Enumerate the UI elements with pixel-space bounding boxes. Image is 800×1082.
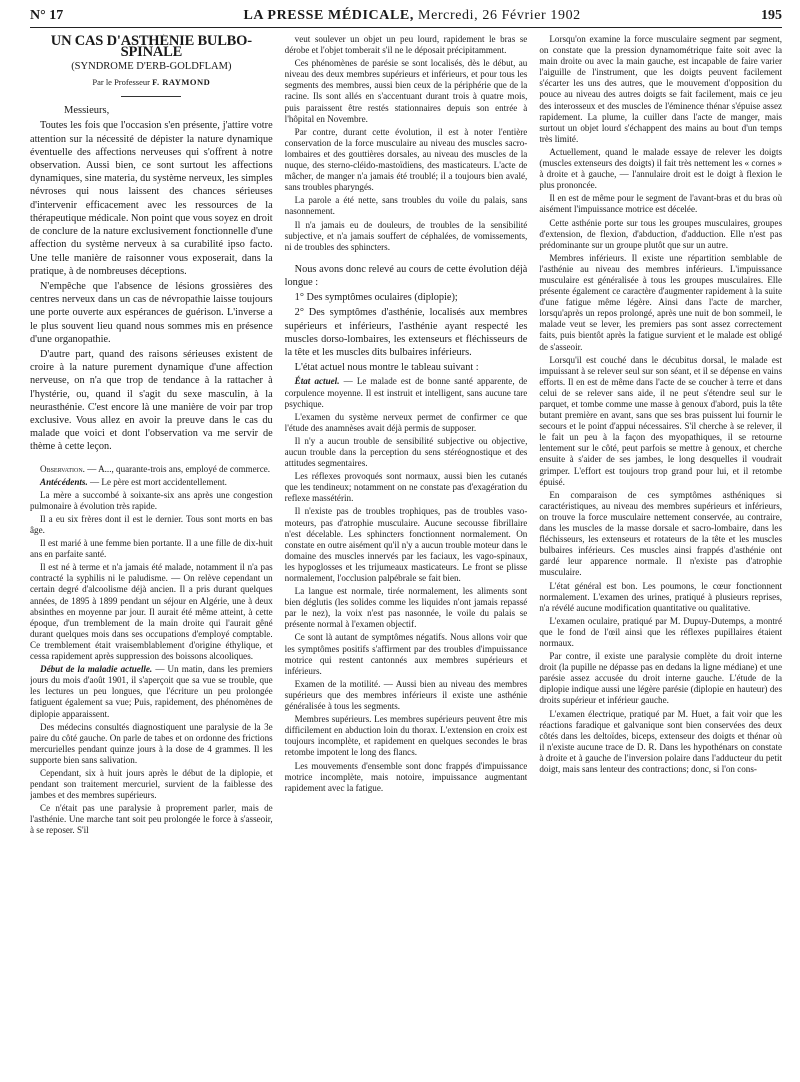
- paragraph: D'autre part, quand des raisons sérieuses existent de croire à la nature purement dynamique d'une affection nerveuse, on n'a que trop de tendance à la rattacher à l'hystérie, ou, quand il s'agit du sexe masculin, à la neurasthénie. C'est encore là une manière de voir par trop exclusive. Vous allez en avoir la preuve dans le cas du malade que voici et dont l'observation va me servir de thème à cette leçon.: [30, 348, 273, 453]
- author-name: F. RAYMOND: [152, 77, 211, 88]
- salutation: Messieurs,: [64, 105, 110, 117]
- etat-paragraph: [285, 376, 528, 409]
- paragraph: Ces phénomènes de parésie se sont localisés, dès le début, au niveau des deux membres supérieurs et inférieurs, et pour tous les segments des membres, aussi bien ceux de la périphérie que de la racine. Ils sont allés en s'accentuant durant trois à quatre mois, puis paraissent être restés stationnaires depuis son entrée à l'hôpital en Novembre.: [284, 58, 528, 124]
- paragraph: Membres inférieurs. Il existe une répartition semblable de l'asthénie au niveau des membres inférieurs. L'impuissance musculaire est généralisée à tous les groupes musculaires. Elle présente également ce caractère d'augmenter rapidement à la suite d'une fatigue même légère. Ainsi dans l'acte de marcher, lorsqu'après un repos prolongé, après une nuit de bon sommeil, le malade veut se lever, les premiers pas sont assez correctement faits, puis bientôt après la fatigue survient et le malade est obligé de s'asseoir.: [539, 252, 783, 352]
- paragraph: 2° Des symptômes d'asthénie, localisés aux membres supérieurs et inférieurs, l'asthénie ayant respecté les muscles dorso-lombaires, les extenseurs et fléchisseurs de la tête et les muscles dits bulbaires inférieurs.: [284, 307, 528, 358]
- paragraph: La mère a succombé à soixante-six ans après une congestion pulmonaire à évolution très rapide.: [30, 489, 273, 511]
- observation-paragraph: [30, 464, 273, 475]
- paragraph: La langue est normale, tirée normalement, les aliments sont bien déglutis (les solides comme les liquides n'ont jamais repassé par le nez), la voix n'est pas nasonnée, le voile du palais se présente normal à l'examen objectif.: [284, 586, 528, 630]
- paragraph: Examen de la motilité. — Aussi bien au niveau des membres supérieurs que des membres inférieurs il existe une asthénie généralisée à tous les segments.: [284, 678, 528, 712]
- paragraph: veut soulever un objet un peu lourd, rapidement le bras se dérobe et l'objet tomberait s'il ne le déposait précipitamment.: [284, 34, 528, 56]
- paragraph: Cette asthénie porte sur tous les groupes musculaires, groupes d'extension, de flexion, d'abduction, d'adduction. Elle n'est pas prédominante sur un groupe plutôt que sur un autre.: [539, 217, 783, 250]
- etat-text: — Le malade est de bonne santé apparente, de corpulence moyenne. Il est instruit et intelligent, sans aucune tare psychique.: [284, 376, 528, 409]
- paragraph: Lorsqu'il est couché dans le décubitus dorsal, le malade est impuissant à se relever seul sur son séant, et il se dépense en vains efforts. Il en est de même dans l'acte de se coucher à terre et dans celui de se relever sans aide, il ne peut s'étendre seul sur le parquet, et tombe comme une masse à genoux d'abord, puis la tête butant première en avant, sans que ses bras puissent lui fournir le secours et le point d'appui nécessaires. S'il cherche à se relever, il le fait un peu à la façon des myopathiques, il se retourne lentement sur le côté, peut parfois se mettre à genoux, et cherche ensuite à s'aider de ses jambes, le long desquelles il voudrait grimper. L'effort est toujours trop grand pour lui, et il retombe épuisé.: [539, 354, 783, 487]
- paragraph: Il n'a jamais eu de douleurs, de troubles de la sensibilité subjective, et n'a jamais souffert de céphalées, de vomissements, ni de troubles des sphincters.: [284, 219, 528, 252]
- paragraph: Lorsqu'on examine la force musculaire segment par segment, on constate que la pression dynamométrique faite soit avec la main droite ou avec la main gauche, est incapable de faire varier l'aiguille de l'instrument, que les doigts peuvent facilement s'écarter les uns des autres, que le mouvement d'opposition du pouce au niveau des autres doigts se fait facilement, mais ce jeu des interosseux et des muscles de l'éminence thénar s'épuise assez rapidement. La plume, la cuiller dans l'acte de manger, mais surtout un objet lourd s'échappent des mains au bout d'un temps très limité.: [539, 34, 783, 144]
- paragraph: Il n'y a aucun trouble de sensibilité subjective ou objective, aucun trouble dans la perception du sens stéréognostique et des attitudes segmentaires.: [284, 435, 528, 469]
- running-header: [30, 8, 782, 28]
- column-1: [30, 34, 273, 1064]
- paragraph: Par contre, durant cette évolution, il est à noter l'entière conservation de la force musculaire au niveau des muscles sacro-lombaires et des gouttières dorsales, au niveau des muscles de la nuque, des sterno-cléido-mastoïdiens, des masticateurs. L'acte de mâcher, de manger n'a jamais été troublé; il a toujours bien avalé, sans troubles pharyngés.: [284, 126, 528, 193]
- paragraph: Toutes les fois que l'occasion s'en présente, j'attire votre attention sur la nécessité de dépister la nature dynamique éventuelle des affections nerveuses qui s'offrent à notre observation. Aussi bien, ce sont surtout les affections dynamiques, sine materia, du système nerveux, les simples névroses qui nous laissent des chances sérieuses d'intervenir efficacement avec les ressources de la thérapeutique médicale. Non point que vous soyez en droit de conclure de la nature exclusivement fonctionnelle d'une affection du système nerveux à sa curabilité ipso facto. Une telle manière de raisonner vous exposerait, dans la pratique, à de nombreuses déceptions.: [30, 120, 273, 277]
- column-2: [285, 34, 528, 1064]
- author-prefix: Par le Professeur: [92, 77, 150, 88]
- paragraph: Nous avons donc relevé au cours de cette évolution déjà longue :: [284, 263, 528, 288]
- paragraph: 1° Des symptômes oculaires (diplopie);: [294, 292, 458, 304]
- paragraph: L'examen électrique, pratiqué par M. Huet, a fait voir que les réactions faradique et galvanique sont bien conservées des deux côtés dans les deltoïdes, biceps, extenseur des doigts et thénar où il n'existe aucune trace de D. R. Dans les hypothénars on constate à droite et à gauche de l'inversion polaire dans l'adducteur du petit doigt, mais sans lenteur des contractions; donc, si l'on cons-: [539, 708, 783, 774]
- paragraph: Il en est de même pour le segment de l'avant-bras et du bras où aisément l'impuissance motrice est décelée.: [539, 193, 783, 215]
- summary-block: [285, 263, 528, 375]
- paragraph: Ce sont là autant de symptômes négatifs. Nous allons voir que les symptômes positifs s'affirment par des troubles d'impuissance motrice qui restent cantonnés aux membres supérieurs et inférieurs.: [284, 632, 528, 676]
- antecedents-text: — Le père est mort accidentellement.: [90, 476, 227, 487]
- observation-text: — A..., quarante-trois ans, employé de commerce.: [87, 463, 271, 474]
- paragraph: Cependant, six à huit jours après le début de la diplopie, et pendant son traitement mercuriel, survient de la faiblesse des jambes et des membres supérieurs.: [30, 767, 273, 801]
- paragraph: Les mouvements d'ensemble sont donc frappés d'impuissance motrice incomplète, mais notoire, impuissance augmentant rapidement avec la fatigue.: [284, 760, 528, 793]
- paragraph: N'empêche que l'absence de lésions grossières des centres nerveux dans un cas de névropathie laisse toujours une porte ouverte aux espérances de guérison. L'inverse a le plus souvent lieu quand nous sommes mis en présence d'une organopathie.: [30, 280, 273, 345]
- article-title: UN CAS D'ASTHÉNIE BULBO-SPINALE: [50, 34, 252, 61]
- paragraph: Membres supérieurs. Les membres supérieurs peuvent être mis difficilement en abduction loin du thorax. L'extension en croix est toujours incomplète, et rapidement en quelques secondes le bras retombe impotent le long des flancs.: [284, 714, 528, 758]
- paragraph: L'examen oculaire, pratiqué par M. Dupuy-Dutemps, a montré que le fond de l'œil ainsi que les réflexes pupillaires étaient normaux.: [539, 615, 783, 648]
- paragraph: L'état général est bon. Les poumons, le cœur fonctionnent normalement. L'examen des urines, pratiqué à plusieurs reprises, n'a révélé aucune modification quantitative ou qualitative.: [539, 580, 783, 613]
- debut-label: Début de la maladie actuelle.: [40, 664, 153, 675]
- paragraph: Ce n'était pas une paralysie à proprement parler, mais de l'asthénie. Une marche tant soit peu prolongée le force à s'asseoir, à se reposer. S'il: [30, 803, 273, 836]
- title-rule: [121, 96, 181, 97]
- etat-label: État actuel.: [294, 376, 340, 387]
- antecedents-label: Antécédents.: [40, 476, 88, 487]
- page-number: 195: [761, 8, 782, 23]
- paragraph: L'examen du système nerveux permet de confirmer ce que l'étude des anamnèses avait déjà permis de supposer.: [284, 411, 528, 433]
- text-columns: [30, 34, 782, 1064]
- paragraph: Il a eu six frères dont il est le dernier. Tous sont morts en bas âge.: [30, 513, 273, 536]
- paragraph: Il est né à terme et n'a jamais été malade, notamment il n'a pas contracté la syphilis ni le paludisme. — On relève cependant un certain degré d'alcoolisme déjà ancien. Il a pris durant quelques années, de 1895 à 1899 pendant un séjour en Algérie, une à deux absinthes en moyenne par jour. Il aurait été même atteint, à cette époque, d'un tremblement de la main droite qui l'aurait gêné durant quelques mois dans ses occupations d'employé comptable. Ce tremblement était vraisemblablement d'origine éthylique, et cessa rapidement après suppression des boissons alcooliques.: [30, 562, 273, 662]
- journal-title: LA PRESSE MÉDICALE,: [243, 8, 414, 23]
- debut-paragraph: [30, 664, 273, 719]
- article-subtitle: (SYNDROME D'ERB-GOLDFLAM): [71, 61, 232, 73]
- paragraph: Les réflexes provoqués sont normaux, aussi bien les cutanés que les tendineux; notamment on ne constate pas d'exagération du reflexe massétérin.: [284, 471, 528, 504]
- debut-text: — Un matin, dans les premiers jours du mois d'août 1901, il s'aperçoit que sa vue se trouble, que les lectures un peu longues, que l'écriture un peu prolongée fatiguent également sa vue; Puis, rapidement, des phénomènes de diplopie apparaissent.: [30, 664, 273, 719]
- article-author: [30, 77, 273, 88]
- intro-block: [30, 119, 273, 453]
- observation-label: Observation.: [40, 463, 85, 474]
- antecedents-paragraph: [30, 477, 273, 488]
- column-3: [539, 34, 782, 1064]
- paragraph: Il est marié à une femme bien portante. Il a une fille de dix-huit ans en parfaite santé.: [30, 538, 273, 560]
- paragraph: En comparaison de ces symptômes asthéniques si caractéristiques, au niveau des membres supérieurs et inférieurs, on trouve la force musculaire nettement conservée, au contraire, dans les muscles de la masse dorsale et sacro-lombaire, dans les fléchisseurs, les extenseurs et rotateurs de la tête et les muscles bulbaires inférieurs. Ces muscles ainsi frappés d'asthénie ont gardé leur apparence normale. Il n'existe pas d'atrophie musculaire.: [539, 489, 783, 578]
- paragraph: La parole a été nette, sans troubles du voile du palais, sans nasonnement.: [284, 195, 528, 217]
- paragraph: Il n'existe pas de troubles trophiques, pas de troubles vaso-moteurs, pas d'atrophie musculaire. Aucune secousse fibrillaire n'est décelable. Les sphincters fonctionnent normalement. On constate en outre aisément qu'il n'y a aucun trouble moteur dans le domaine des muscles innervés par les faciaux, les vago-spinaux, les hypoglosses et les trijumeaux masticateurs. Le front se plisse normalement, l'occlusion palpébrale se fait bien.: [284, 506, 528, 583]
- paragraph: Actuellement, quand le malade essaye de relever les doigts (muscles extenseurs des doigts) il fait très nettement les « cornes » à droite et à gauche, — l'annulaire droit est le doigt à flexion le plus prononcée.: [539, 146, 783, 191]
- paragraph: L'état actuel nous montre le tableau suivant :: [294, 362, 479, 374]
- issue-date: Mercredi, 26 Février 1902: [418, 8, 581, 23]
- paragraph: Par contre, il existe une paralysie complète du droit interne droit (la pupille ne dépasse pas en dedans la ligne médiane) et une parésie assez accusée du droit interne gauche. L'étude de la diplopie indique aussi une légère parésie (diplopie en hauteur) des droits supérieur et inférieur gauche.: [539, 651, 783, 706]
- issue-number: N° 17: [30, 8, 64, 23]
- paragraph: Des médecins consultés diagnostiquent une paralysie de la 3e paire du côté gauche. On parle de tabes et on ordonne des frictions mercurielles pendant quinze jours à la dose de 4 grammes. Il les supporte bien sans salivation.: [30, 721, 273, 765]
- journal-title-line: [243, 8, 580, 24]
